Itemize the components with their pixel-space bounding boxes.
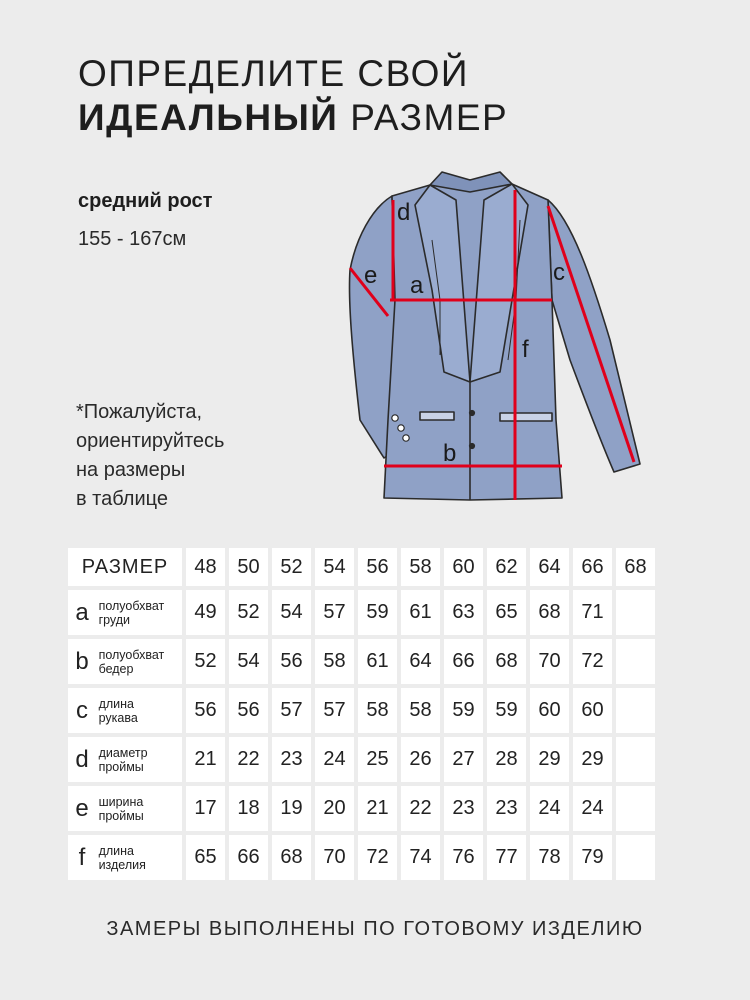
table-header-row xyxy=(68,548,655,586)
size-header-cell: 54 xyxy=(315,548,354,586)
table-row xyxy=(68,737,655,782)
table-cell: 22 xyxy=(229,737,268,782)
table-cell: 52 xyxy=(229,590,268,635)
diagram-label-e: e xyxy=(364,262,378,289)
table-row xyxy=(68,688,655,733)
row-desc-line: проймы xyxy=(98,808,144,823)
table-cell: 57 xyxy=(272,688,311,733)
table-cell: 63 xyxy=(444,590,483,635)
height-range: 155 - 167см xyxy=(78,228,187,250)
row-desc-line: длина xyxy=(98,843,134,858)
title-rest-word: РАЗМЕР xyxy=(350,97,509,138)
table-cell: 21 xyxy=(186,737,225,782)
table-cell: 72 xyxy=(573,639,612,684)
row-desc-line: рукава xyxy=(98,710,138,725)
table-cell: 59 xyxy=(444,688,483,733)
size-header-cell: 58 xyxy=(401,548,440,586)
note-line: в таблице xyxy=(76,488,168,510)
size-table xyxy=(64,544,659,884)
table-cell: 60 xyxy=(573,688,612,733)
row-label xyxy=(68,639,182,684)
size-header-cell: 68 xyxy=(616,548,655,586)
table-cell: 60 xyxy=(530,688,569,733)
diagram-label-c: c xyxy=(553,259,565,286)
height-category: средний рост xyxy=(78,190,213,212)
row-desc-line: полуобхват xyxy=(98,647,165,662)
table-cell: 74 xyxy=(401,835,440,880)
table-cell: 64 xyxy=(401,639,440,684)
note-line: *Пожалуйста, xyxy=(76,401,203,423)
table-cell xyxy=(616,688,655,733)
table-cell: 54 xyxy=(272,590,311,635)
table-cell: 68 xyxy=(487,639,526,684)
table-cell: 65 xyxy=(186,835,225,880)
table-cell: 54 xyxy=(229,639,268,684)
table-cell: 24 xyxy=(530,786,569,831)
table-cell: 68 xyxy=(530,590,569,635)
table-cell: 23 xyxy=(272,737,311,782)
table-cell xyxy=(616,737,655,782)
table-cell: 68 xyxy=(272,835,311,880)
diagram-label-a: a xyxy=(410,272,424,299)
table-cell: 58 xyxy=(358,688,397,733)
table-cell: 77 xyxy=(487,835,526,880)
table-cell: 70 xyxy=(530,639,569,684)
table-cell: 27 xyxy=(444,737,483,782)
table-cell: 57 xyxy=(315,688,354,733)
table-cell: 20 xyxy=(315,786,354,831)
table-cell: 24 xyxy=(573,786,612,831)
row-letter: c xyxy=(76,696,88,724)
table-cell: 29 xyxy=(530,737,569,782)
size-header-cell: 50 xyxy=(229,548,268,586)
table-cell: 21 xyxy=(358,786,397,831)
table-cell: 49 xyxy=(186,590,225,635)
size-header-cell: 48 xyxy=(186,548,225,586)
row-letter: a xyxy=(75,598,89,626)
table-row xyxy=(68,590,655,635)
size-header-cell: 64 xyxy=(530,548,569,586)
title-bold-word: ИДЕАЛЬНЫЙ xyxy=(78,97,339,138)
row-description xyxy=(99,648,165,676)
row-letter: e xyxy=(75,794,89,822)
row-desc-line: бедер xyxy=(98,661,134,676)
row-desc-line: груди xyxy=(98,612,131,627)
table-cell xyxy=(616,590,655,635)
table-cell: 79 xyxy=(573,835,612,880)
size-header-label: РАЗМЕР xyxy=(68,548,182,586)
table-cell: 19 xyxy=(272,786,311,831)
table-cell xyxy=(616,786,655,831)
table-cell: 23 xyxy=(444,786,483,831)
table-cell: 76 xyxy=(444,835,483,880)
table-cell: 18 xyxy=(229,786,268,831)
table-cell: 56 xyxy=(186,688,225,733)
row-description xyxy=(99,599,165,627)
table-cell: 71 xyxy=(573,590,612,635)
table-cell: 52 xyxy=(186,639,225,684)
table-cell: 58 xyxy=(315,639,354,684)
table-cell: 78 xyxy=(530,835,569,880)
table-cell: 70 xyxy=(315,835,354,880)
row-description xyxy=(99,844,146,872)
row-letter: d xyxy=(75,745,89,773)
table-note xyxy=(76,398,296,514)
row-desc-line: полуобхват xyxy=(98,598,165,613)
size-header-cell: 56 xyxy=(358,548,397,586)
table-cell: 22 xyxy=(401,786,440,831)
table-cell: 23 xyxy=(487,786,526,831)
table-row xyxy=(68,835,655,880)
note-line: на размеры xyxy=(76,459,186,481)
jacket-measurement-diagram xyxy=(330,160,650,510)
size-header-cell: 60 xyxy=(444,548,483,586)
diagram-label-f: f xyxy=(522,336,529,363)
row-label xyxy=(68,786,182,831)
table-cell: 66 xyxy=(444,639,483,684)
table-cell: 56 xyxy=(272,639,311,684)
size-header-cell: 52 xyxy=(272,548,311,586)
table-cell: 25 xyxy=(358,737,397,782)
title-line-1: ОПРЕДЕЛИТЕ СВОЙ xyxy=(78,53,469,94)
row-label xyxy=(68,688,182,733)
table-cell: 59 xyxy=(487,688,526,733)
size-header-cell: 62 xyxy=(487,548,526,586)
row-desc-line: диаметр xyxy=(98,745,148,760)
row-label xyxy=(68,737,182,782)
row-desc-line: длина xyxy=(98,696,134,711)
table-cell: 66 xyxy=(229,835,268,880)
table-cell xyxy=(616,835,655,880)
table-cell: 26 xyxy=(401,737,440,782)
row-description xyxy=(99,746,148,774)
row-description xyxy=(99,697,138,725)
diagram-label-b: b xyxy=(443,440,457,467)
row-letter: b xyxy=(75,647,89,675)
table-cell: 17 xyxy=(186,786,225,831)
row-desc-line: проймы xyxy=(98,759,144,774)
table-cell xyxy=(616,639,655,684)
row-description xyxy=(99,795,144,823)
page-title xyxy=(78,52,508,140)
table-row xyxy=(68,639,655,684)
table-cell: 56 xyxy=(229,688,268,733)
table-cell: 57 xyxy=(315,590,354,635)
table-cell: 24 xyxy=(315,737,354,782)
row-letter: f xyxy=(78,843,86,871)
note-line: ориентируйтесь xyxy=(76,430,225,452)
size-header-cell: 66 xyxy=(573,548,612,586)
row-desc-line: изделия xyxy=(98,857,146,872)
table-cell: 61 xyxy=(401,590,440,635)
table-cell: 61 xyxy=(358,639,397,684)
table-cell: 59 xyxy=(358,590,397,635)
diagram-label-d: d xyxy=(397,199,411,226)
table-cell: 72 xyxy=(358,835,397,880)
table-cell: 29 xyxy=(573,737,612,782)
measurement-footer-note: ЗАМЕРЫ ВЫПОЛНЕНЫ ПО ГОТОВОМУ ИЗДЕЛИЮ xyxy=(106,918,644,940)
table-cell: 58 xyxy=(401,688,440,733)
table-cell: 65 xyxy=(487,590,526,635)
table-row xyxy=(68,786,655,831)
table-cell: 28 xyxy=(487,737,526,782)
row-label xyxy=(68,590,182,635)
row-desc-line: ширина xyxy=(98,794,144,809)
row-label xyxy=(68,835,182,880)
